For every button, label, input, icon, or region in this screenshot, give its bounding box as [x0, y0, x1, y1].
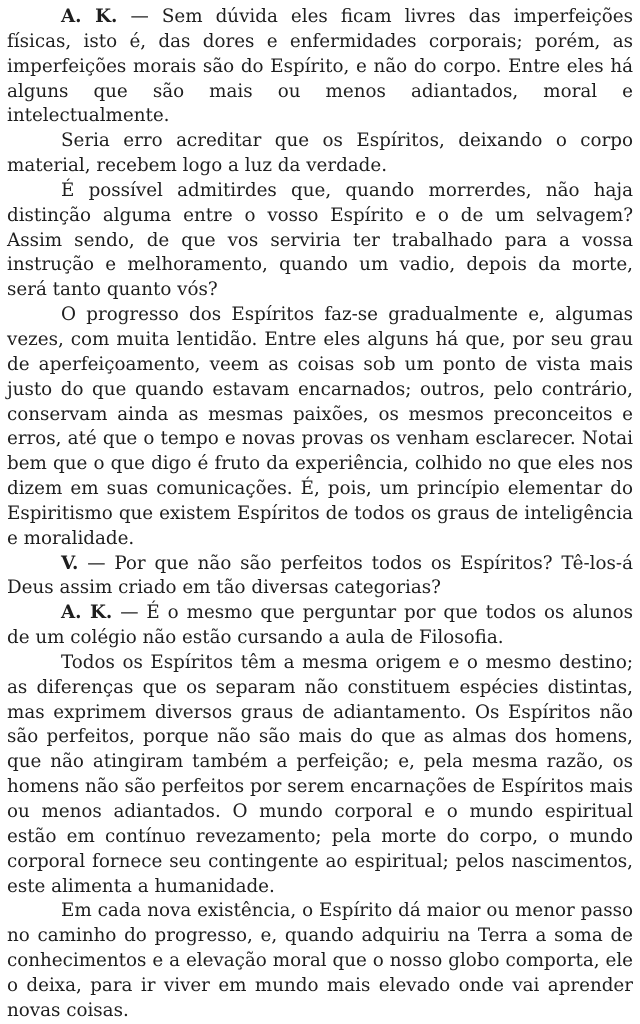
paragraph-1 [7, 5, 633, 129]
paragraph-text: — É o mesmo que perguntar por que todos os alunos de um colégio não estão cursando a aula de Filosofia. [7, 602, 633, 649]
paragraph-4 [7, 303, 633, 551]
paragraph-6 [7, 601, 633, 651]
paragraph-3 [7, 179, 633, 303]
paragraph-5 [7, 552, 633, 602]
paragraph-7 [7, 651, 633, 899]
paragraph-text: O progresso dos Espíritos faz-se gradualmente e, algumas vezes, com muita lentidão. Entre eles alguns há que, por seu grau de aperfeiçoamento, veem as coisas sob um ponto de vista mais justo do que quando estavam encarnados; outros, pelo contrário, conservam ainda as mesmas paixões, os mesmos preconceitos e erros, até que o tempo e novas provas os venham esclarecer. Notai bem que o que digo é fruto da experiência, colhido no que eles nos dizem em suas comunicações. É, pois, um princípio elementar do Espiritismo que existem Espíritos de todos os graus de inteligência e moralidade. [7, 304, 633, 549]
paragraph-text: — Sem dúvida eles ficam livres das imperfeições físicas, isto é, das dores e enfermidades corporais; porém, as imperfeições morais são do Espírito, e não do corpo. Entre eles há alguns que são mais ou menos adiantados, moral e intelectualmente. [7, 6, 634, 127]
speaker-label: A. K. [61, 6, 118, 27]
paragraph-2 [7, 129, 633, 179]
paragraph-text: É possível admitirdes que, quando morrerdes, não haja distinção alguma entre o vosso Espírito e o de um selvagem? Assim sendo, de que vos serviria ter trabalhado para a vossa instrução e melhoramento, quando um vadio, depois da morte, será tanto quanto vós? [7, 179, 633, 301]
paragraph-text: Seria erro acreditar que os Espíritos, deixando o corpo material, recebem logo a luz da verdade. [7, 130, 633, 177]
paragraph-text: — Por que não são perfeitos todos os Espíritos? Tê-los-á Deus assim criado em tão diversas categorias? [7, 552, 633, 599]
speaker-label: V. [61, 552, 79, 574]
paragraph-text: Em cada nova existência, o Espírito dá maior ou menor passo no caminho do progresso, e, quando adquiriu na Terra a soma de conhecimentos e a elevação moral que o nosso globo comporta, ele o deixa, para ir viver em mundo mais elevado onde vai aprender novas coisas. [7, 900, 633, 1021]
paragraph-8 [7, 899, 633, 1023]
speaker-label: A. K. [61, 602, 113, 624]
paragraph-text: Todos os Espíritos têm a mesma origem e o mesmo destino; as diferenças que os separam não constituem espécies distintas, mas exprimem diversos graus de adiantamento. Os Espíritos não são perfeitos, porque não são mais do que as almas dos homens, que não atingiram também a perfeição; e, pela mesma razão, os homens não são perfeitos por serem encarnações de Espíritos mais ou menos adiantados. O mundo corporal e o mundo espiritual estão em contínuo revezamento; pela morte do corpo, o mundo corporal fornece seu contingente ao espiritual; pelos nascimentos, este alimenta a humanidade. [7, 651, 633, 897]
